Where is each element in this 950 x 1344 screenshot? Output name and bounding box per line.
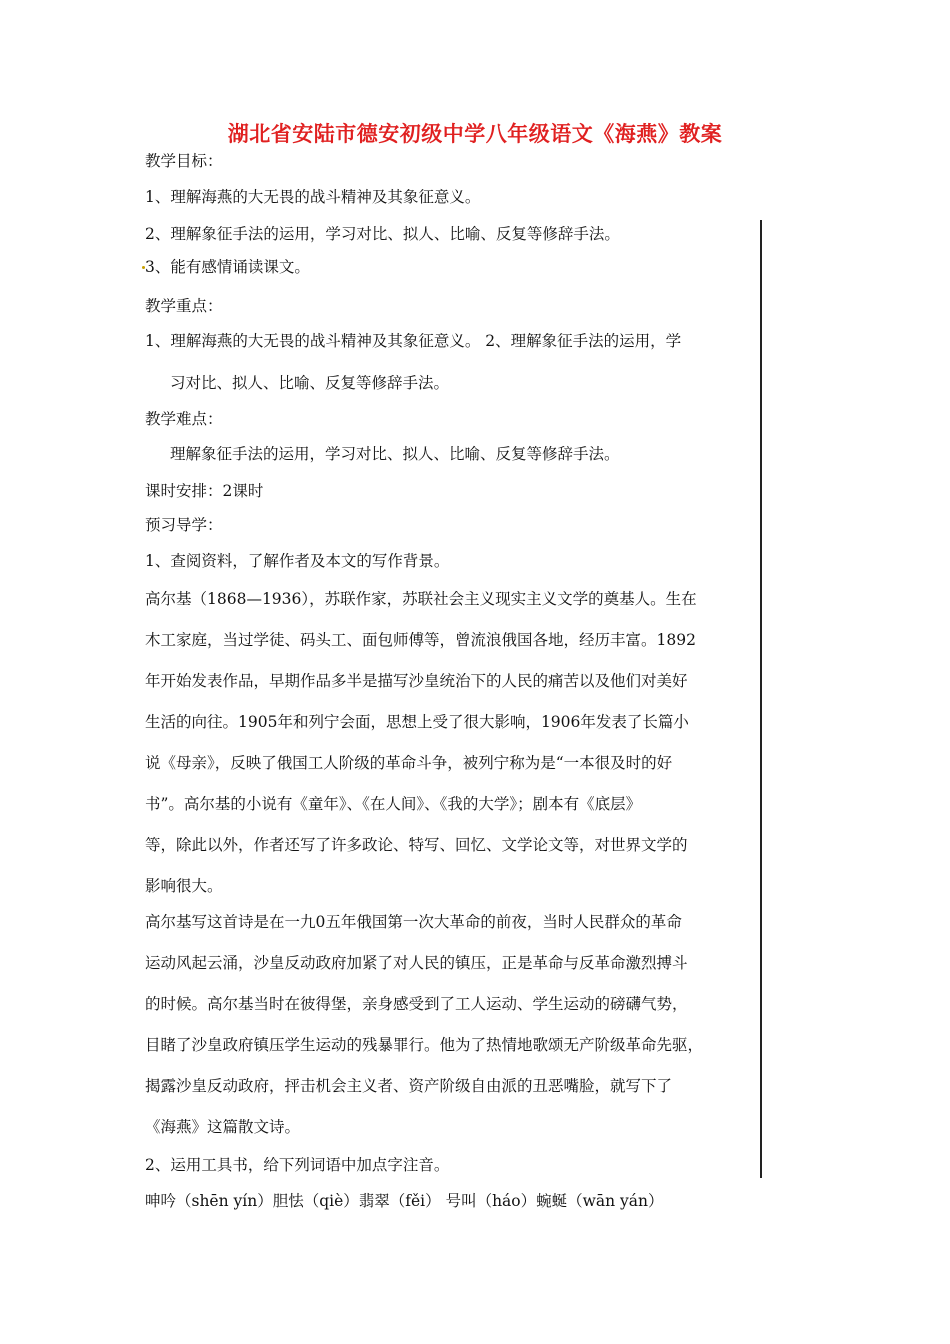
pinyin-annotations: 呻吟（shēn yín）胆怯（qiè）翡翠（fěi） 号叫（háo）蜿蜒（wān yán） (145, 1192, 664, 1210)
heading-objectives: 教学目标： (145, 152, 223, 170)
background-paragraph-line: 揭露沙皇反动政府，抨击机会主义者、资产阶级自由派的丑恶嘴脸，就写下了 (145, 1077, 673, 1095)
difficulties-text: 理解象征手法的运用，学习对比、拟人、比喻、反复等修辞手法。 (170, 445, 620, 463)
objective-3: 3、能有感情诵读课文。 (145, 258, 310, 276)
author-paragraph-line: 等，除此以外，作者还写了许多政论、特写、回忆、文学论文等，对世界文学的 (145, 836, 688, 854)
preview-task-2: 2、运用工具书，给下列词语中加点字注音。 (145, 1156, 450, 1174)
key-points-line-2: 习对比、拟人、比喻、反复等修辞手法。 (170, 374, 450, 392)
author-paragraph-line: 木工家庭，当过学徒、码头工、面包师傅等，曾流浪俄国各地，经历丰富。1892 (145, 631, 696, 649)
author-paragraph-line: 书”。高尔基的小说有《童年》、《在人间》、《我的大学》；剧本有《底层》 (145, 795, 642, 813)
author-paragraph-line: 影响很大。 (145, 877, 223, 895)
key-points-line-1: 1、理解海燕的大无畏的战斗精神及其象征意义。 2、理解象征手法的运用，学 (145, 332, 682, 350)
heading-difficulties: 教学难点： (145, 410, 223, 428)
background-paragraph-line: 运动风起云涌，沙皇反动政府加紧了对人民的镇压，正是革命与反革命激烈搏斗 (145, 954, 688, 972)
objective-1: 1、理解海燕的大无畏的战斗精神及其象征意义。 (145, 188, 481, 206)
background-paragraph-line: 高尔基写这首诗是在一九0五年俄国第一次大革命的前夜，当时人民群众的革命 (145, 913, 682, 931)
lesson-schedule: 课时安排：2课时 (145, 482, 264, 500)
background-paragraph-line: 《海燕》这篇散文诗。 (145, 1118, 301, 1136)
author-paragraph-line: 年开始发表作品，早期作品多半是描写沙皇统治下的人民的痛苦以及他们对美好 (145, 672, 688, 690)
heading-preview: 预习导学： (145, 516, 223, 534)
author-paragraph-line: 高尔基（1868—1936），苏联作家，苏联社会主义现实主义文学的奠基人。生在 (145, 590, 697, 608)
objective-2: 2、理解象征手法的运用，学习对比、拟人、比喻、反复等修辞手法。 (145, 225, 620, 243)
author-paragraph-line: 说《母亲》，反映了俄国工人阶级的革命斗争，被列宁称为是“一本很及时的好 (145, 754, 673, 772)
background-paragraph-line: 的时候。高尔基当时在彼得堡，亲身感受到了工人运动、学生运动的磅礴气势， (145, 995, 688, 1013)
document-title: 湖北省安陆市德安初级中学八年级语文《海燕》教案 (227, 122, 723, 146)
margin-rule (760, 220, 762, 1178)
heading-key-points: 教学重点： (145, 297, 223, 315)
preview-task-1: 1、查阅资料，了解作者及本文的写作背景。 (145, 552, 450, 570)
background-paragraph-line: 目睹了沙皇政府镇压学生运动的残暴罪行。他为了热情地歌颂无产阶级革命先驱， (145, 1036, 704, 1054)
author-paragraph-line: 生活的向往。1905年和列宁会面，思想上受了很大影响，1906年发表了长篇小 (145, 713, 689, 731)
